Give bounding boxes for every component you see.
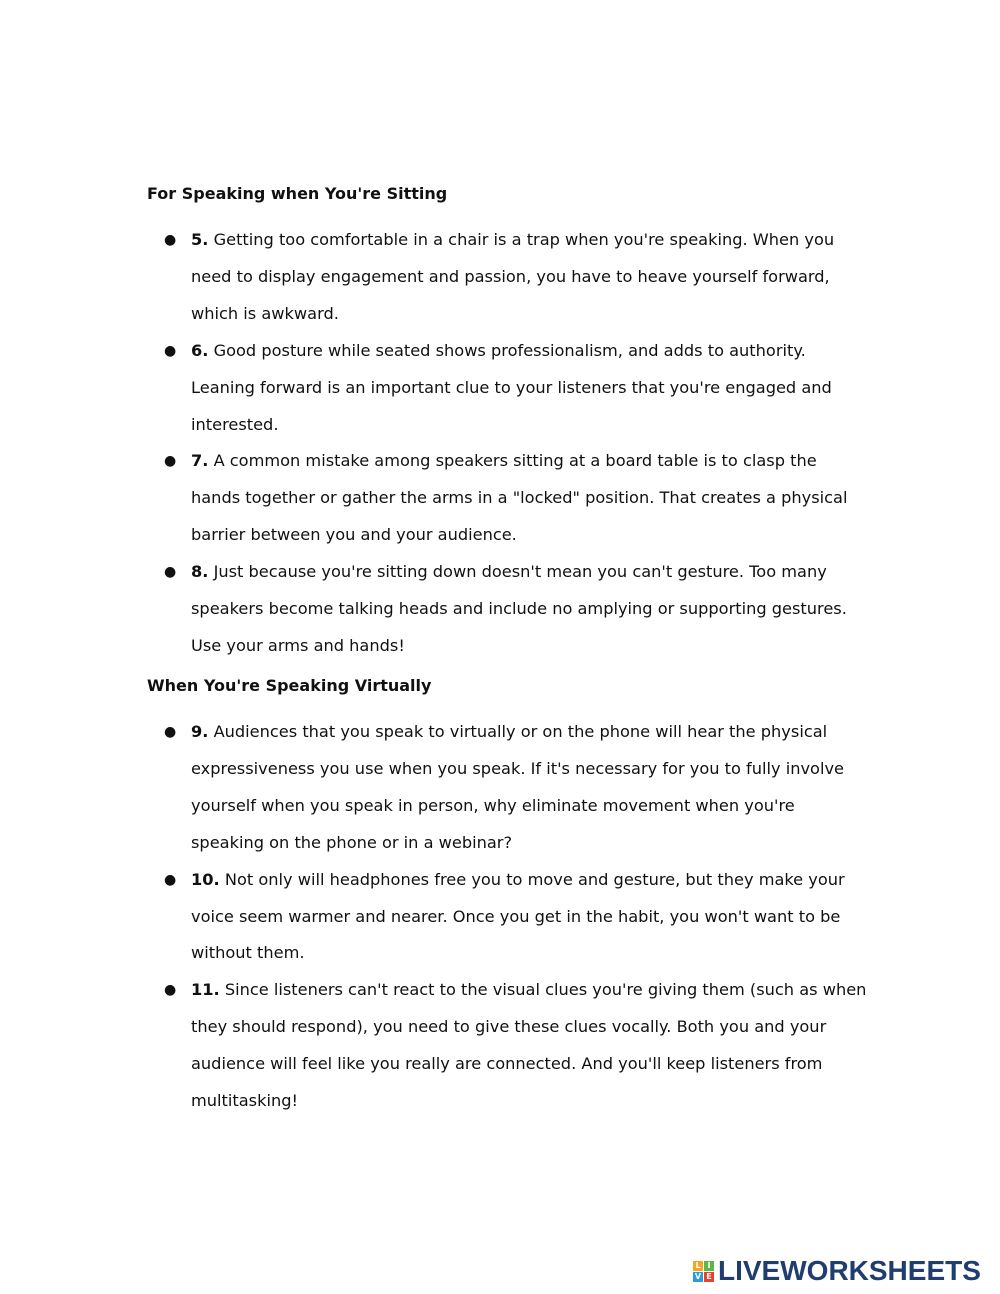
item-text: Getting too comfortable in a chair is a trap when you're speaking. When you need to display engagement and passion, you have to heave yourself forward, which is awkward. [191, 230, 835, 323]
bullet-list [147, 714, 867, 1120]
bullet-icon: ● [164, 982, 177, 999]
bullet-icon: ● [164, 564, 177, 581]
section-sitting [147, 184, 867, 665]
logo-squares-icon [693, 1261, 714, 1282]
item-number: 8. [191, 562, 209, 582]
list-item [147, 554, 867, 665]
bullet-icon: ● [164, 453, 177, 470]
item-number: 11. [191, 980, 220, 1000]
list-item [147, 443, 867, 554]
item-number: 9. [191, 722, 209, 741]
bullet-icon: ● [164, 871, 177, 888]
logo-letter: I [704, 1261, 714, 1271]
item-text: Just because you're sitting down doesn't mean you can't gesture. Too many speakers become talking heads and include no amplying or supporting gestures. Use your arms and hands! [191, 562, 847, 655]
item-text: Good posture while seated shows professionalism, and adds to authority. Leaning forward is an important clue to your listeners that you're engaged and interested. [191, 340, 832, 434]
logo-text: LIVEWORKSHEETS [718, 1255, 981, 1286]
section-heading: For Speaking when You're Sitting [147, 184, 448, 203]
logo-letter: L [693, 1261, 703, 1271]
section-heading: When You're Speaking Virtually [147, 676, 432, 695]
bullet-icon: ● [164, 342, 177, 359]
item-number: 10. [191, 869, 220, 889]
item-number: 6. [191, 340, 209, 360]
item-text: Since listeners can't react to the visual clues you're giving them (such as when they should respond), you need to give these clues vocally. Both you and your audience will feel like you really are connected. And you'll keep listeners from multitasking! [191, 980, 867, 1111]
item-number: 7. [191, 451, 209, 471]
bullet-icon: ● [164, 724, 177, 740]
bullet-icon: ● [164, 232, 177, 248]
item-text: A common mistake among speakers sitting at a board table is to clasp the hands together or gather the arms in a "locked" position. That creates a physical barrier between you and your audience. [191, 451, 848, 545]
list-item [147, 222, 867, 333]
liveworksheets-logo [693, 1256, 981, 1286]
list-item [147, 333, 867, 444]
item-text: Audiences that you speak to virtually or on the phone will hear the physical expressiveness you use when you speak. If it's necessary for you to fully involve yourself when you speak in person, why eliminate movement when you're speaking on the phone or in a webinar? [191, 722, 844, 852]
section-virtual [147, 676, 867, 1120]
item-number: 5. [191, 230, 209, 249]
bullet-list [147, 222, 867, 665]
list-item [147, 714, 867, 862]
logo-letter: V [694, 1271, 702, 1281]
item-text: Not only will headphones free you to move and gesture, but they make your voice seem warmer and nearer. Once you get in the habit, you won't want to be without them. [191, 869, 845, 963]
list-item [147, 972, 867, 1120]
logo-letter: E [704, 1272, 714, 1282]
list-item [147, 862, 867, 973]
